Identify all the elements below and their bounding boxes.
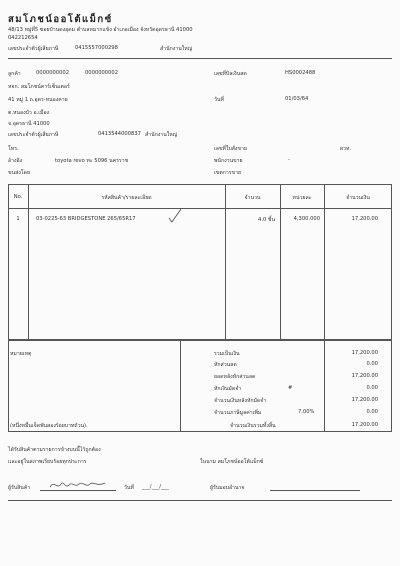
row-amount: 17,200.00 — [351, 216, 378, 222]
salesperson-value: - — [288, 157, 290, 163]
on-behalf-of: ในนาม สมโภชน์ออโต้แม็กซ์ — [200, 459, 264, 465]
totals-divider-left — [180, 340, 181, 432]
customer-tel-label: โทร. — [8, 146, 19, 152]
total-label-after-deposit: จำนวนเงินหลังหักมัดจำ — [214, 398, 267, 404]
customer-addr1: 41 หมู่ 1 ถ.อุดร-หนองคาย — [8, 97, 68, 103]
th-amount: จำนวนเงิน — [346, 195, 370, 201]
total-label-discount: หักส่วนลด — [214, 362, 237, 368]
row-description: 03-0225-63 BRIDGESTONE 265/65R17 — [36, 216, 136, 222]
checkmark-icon — [168, 208, 182, 224]
customer-addr2: ต.หนองบัว อ.เมือง — [8, 110, 50, 116]
authorized-label: ผู้รับมอบอำนาจ — [210, 485, 245, 491]
th-unit-price: หน่วยละ — [292, 195, 312, 201]
customer-code-label: ลูกค้า — [8, 71, 21, 77]
total-value-after-deposit: 17,200.00 — [351, 397, 378, 403]
sales-order-extra: ผวท. — [340, 146, 352, 152]
remark-label: หมายเหตุ — [10, 351, 32, 357]
total-label-sum: รวมเป็นเงิน — [214, 351, 240, 357]
total-label-after-discount: ยอดหลังหักส่วนลด — [214, 374, 256, 380]
company-phone: 042212654 — [8, 35, 38, 41]
th-description: รหัสสินค้า/รายละเอียด — [101, 195, 152, 201]
col-divider-4 — [324, 184, 325, 340]
total-value-deposit: 0.00 — [366, 385, 378, 391]
salesperson-label: พนักงานขาย — [214, 158, 243, 164]
col-divider-2 — [225, 184, 226, 340]
total-value-grand: 17,200.00 — [351, 422, 378, 428]
customer-ship-label: ขนส่งโดย — [8, 170, 30, 176]
customer-taxid: 0413544000837 — [98, 131, 141, 137]
company-taxid: 0415557000298 — [75, 45, 118, 51]
doc-date-label: วันที่ — [214, 97, 224, 103]
doc-number-label: เลขที่บิลเงินสด — [214, 71, 247, 77]
doc-date: 01/03/64 — [285, 96, 309, 102]
customer-name: หจก. สมโภชน์คาร์เซ็นเตอร์ — [8, 84, 70, 90]
total-label-vat: จำนวนภาษีมูลค่าเพิ่ม — [214, 410, 262, 416]
total-label-grand: จำนวนเงินรวมทั้งสิ้น — [230, 423, 276, 429]
customer-ref-label: อ้างอิง — [8, 158, 23, 164]
sales-order-label: เลขที่ใบสั่งขาย — [214, 146, 247, 152]
total-mark-vat: 7.00% — [298, 409, 315, 415]
total-value-sum: 17,200.00 — [351, 350, 378, 356]
authorized-signature-line — [270, 490, 360, 491]
total-value-vat: 0.00 — [366, 409, 378, 415]
customer-ref-value: toyota revo ทะ 5096 นครราช — [55, 158, 129, 164]
th-quantity: จำนวน — [244, 195, 261, 201]
col-divider-3 — [280, 184, 281, 340]
table-header-divider — [8, 208, 392, 209]
row-no: 1 — [16, 216, 20, 222]
total-label-deposit: หักเงินมัดจำ — [214, 386, 242, 392]
total-value-after-discount: 17,200.00 — [351, 373, 378, 379]
amount-in-words: (หนึ่งหมื่นเจ็ดพันสองร้อยบาทถ้วน). — [10, 423, 88, 429]
col-divider-1 — [28, 184, 29, 340]
sales-area-label: เขตการขาย — [214, 170, 242, 176]
customer-code2: 0000000002 — [85, 70, 119, 76]
row-quantity: 4.0 ชิ้น — [258, 217, 275, 223]
doc-number: HS0002488 — [285, 70, 316, 76]
customer-code1: 0000000002 — [36, 70, 70, 76]
footer-divider — [8, 500, 392, 501]
header-divider — [8, 58, 392, 59]
received-line2: และอยู่ในสภาพเรียบร้อยทุกประการ — [8, 459, 87, 465]
customer-addr3: จ.อุดรธานี 41000 — [8, 121, 50, 127]
company-taxid-label: เลขประจำตัวผู้เสียภาษี — [8, 46, 59, 52]
th-no: No. — [13, 194, 23, 200]
total-mark-deposit: # — [288, 385, 293, 391]
company-name: สมโภชน์ออโต้แม็กซ์ — [8, 14, 113, 25]
receive-date-label: วันที่ — [124, 485, 134, 491]
receiver-label: ผู้รับสินค้า — [8, 485, 31, 491]
company-branch: สำนักงานใหญ่ — [160, 46, 193, 52]
receiver-signature — [48, 478, 108, 492]
row-unit-price: 4,300.000 — [293, 216, 320, 222]
company-address: 48/13 หมู่ที่5 ซอยบ้านดงอุดม ตำบลหมากแข้ง อำเภอเมือง จังหวัดอุดรธานี 41000 — [8, 27, 193, 33]
customer-branch: สำนักงานใหญ่ — [145, 132, 178, 138]
total-value-discount: 0.00 — [366, 361, 378, 367]
customer-taxid-label: เลขประจำตัวผู้เสียภาษี — [8, 132, 59, 138]
receive-date-blank: ___/___/___ — [142, 484, 169, 490]
received-line1: ได้รับสินค้าตามรายการข้างบนนี้ไว้ถูกต้อง — [8, 447, 101, 453]
